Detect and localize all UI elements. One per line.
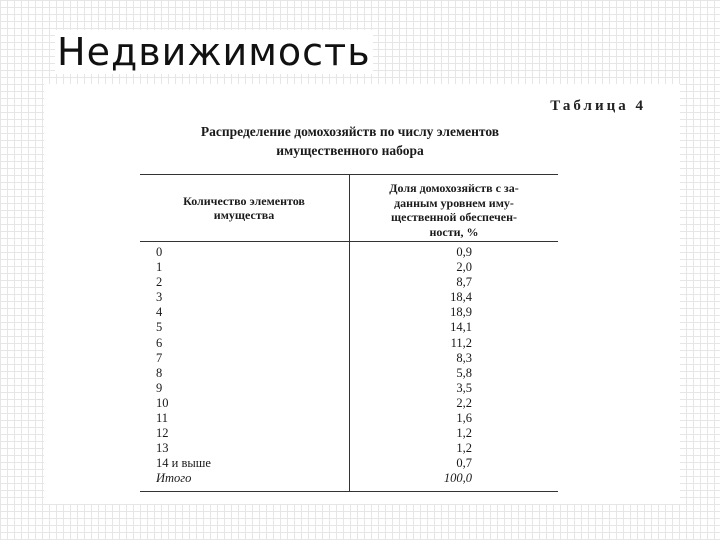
- table-row: [140, 441, 558, 456]
- row-share: 0,7: [456, 456, 472, 471]
- table-row-total: [140, 471, 558, 486]
- row-count: 6: [156, 335, 163, 350]
- row-count: 5: [156, 320, 163, 335]
- row-share: 0,9: [456, 245, 472, 259]
- table-row: [140, 275, 558, 290]
- row-count: 8: [156, 365, 163, 380]
- table-row: [140, 426, 558, 441]
- row-count: Итого: [156, 471, 192, 486]
- row-count: 2: [156, 275, 163, 290]
- table-title-line: Распределение домохозяйств по числу элементов: [200, 124, 500, 139]
- document-scan: [44, 84, 680, 504]
- row-share: 8,7: [456, 275, 472, 290]
- row-share: 18,9: [450, 305, 472, 320]
- table-body: [140, 245, 558, 487]
- row-count: 0: [156, 245, 163, 259]
- table-row: [140, 290, 558, 305]
- row-share: 1,6: [456, 411, 472, 426]
- column-header-share: [356, 181, 552, 239]
- table-label: Таблица 4: [550, 98, 646, 114]
- table-row: [140, 320, 558, 335]
- row-share: 5,8: [456, 365, 472, 380]
- row-share: 3,5: [456, 380, 472, 395]
- column-header-line: щественной обеспечен-: [391, 210, 517, 224]
- table-row: [140, 366, 558, 381]
- row-share: 2,0: [456, 260, 472, 275]
- row-count: 10: [156, 395, 169, 410]
- table-row: [140, 351, 558, 366]
- row-share: 14,1: [450, 320, 472, 335]
- column-header-line: имущества: [213, 208, 275, 222]
- row-share: 11,2: [450, 335, 472, 350]
- row-count: 1: [156, 260, 163, 275]
- row-share: 1,2: [456, 441, 472, 456]
- row-count: 13: [156, 441, 169, 456]
- table-row: [140, 336, 558, 351]
- row-share: 1,2: [456, 426, 472, 441]
- row-count: 4: [156, 305, 163, 320]
- row-share: 100,0: [443, 471, 472, 486]
- row-count: 3: [156, 290, 163, 305]
- slide-title: Недвижимость: [57, 30, 371, 74]
- row-count: 11: [156, 411, 169, 426]
- row-count: 14 и выше: [156, 456, 211, 471]
- table-title-line: имущественного набора: [276, 143, 424, 158]
- column-header-line: данным уровнем иму-: [394, 195, 514, 210]
- row-count: 9: [156, 380, 163, 395]
- row-share: 2,2: [456, 395, 472, 410]
- column-header-line: Доля домохозяйств с за-: [389, 181, 519, 195]
- table-row: [140, 305, 558, 320]
- row-count: 12: [156, 426, 169, 441]
- table-row: [140, 396, 558, 411]
- table-row: [140, 260, 558, 275]
- table-row: [140, 456, 558, 471]
- column-header-line: ности, %: [429, 224, 479, 239]
- table-row: [140, 381, 558, 396]
- row-share: 8,3: [456, 350, 472, 365]
- table-row: [140, 245, 558, 260]
- table-row: [140, 411, 558, 426]
- column-header-line: Количество элементов: [183, 194, 305, 208]
- column-header-count: [144, 194, 344, 222]
- row-share: 18,4: [450, 290, 472, 305]
- table-title: [140, 122, 560, 160]
- row-count: 7: [156, 350, 163, 365]
